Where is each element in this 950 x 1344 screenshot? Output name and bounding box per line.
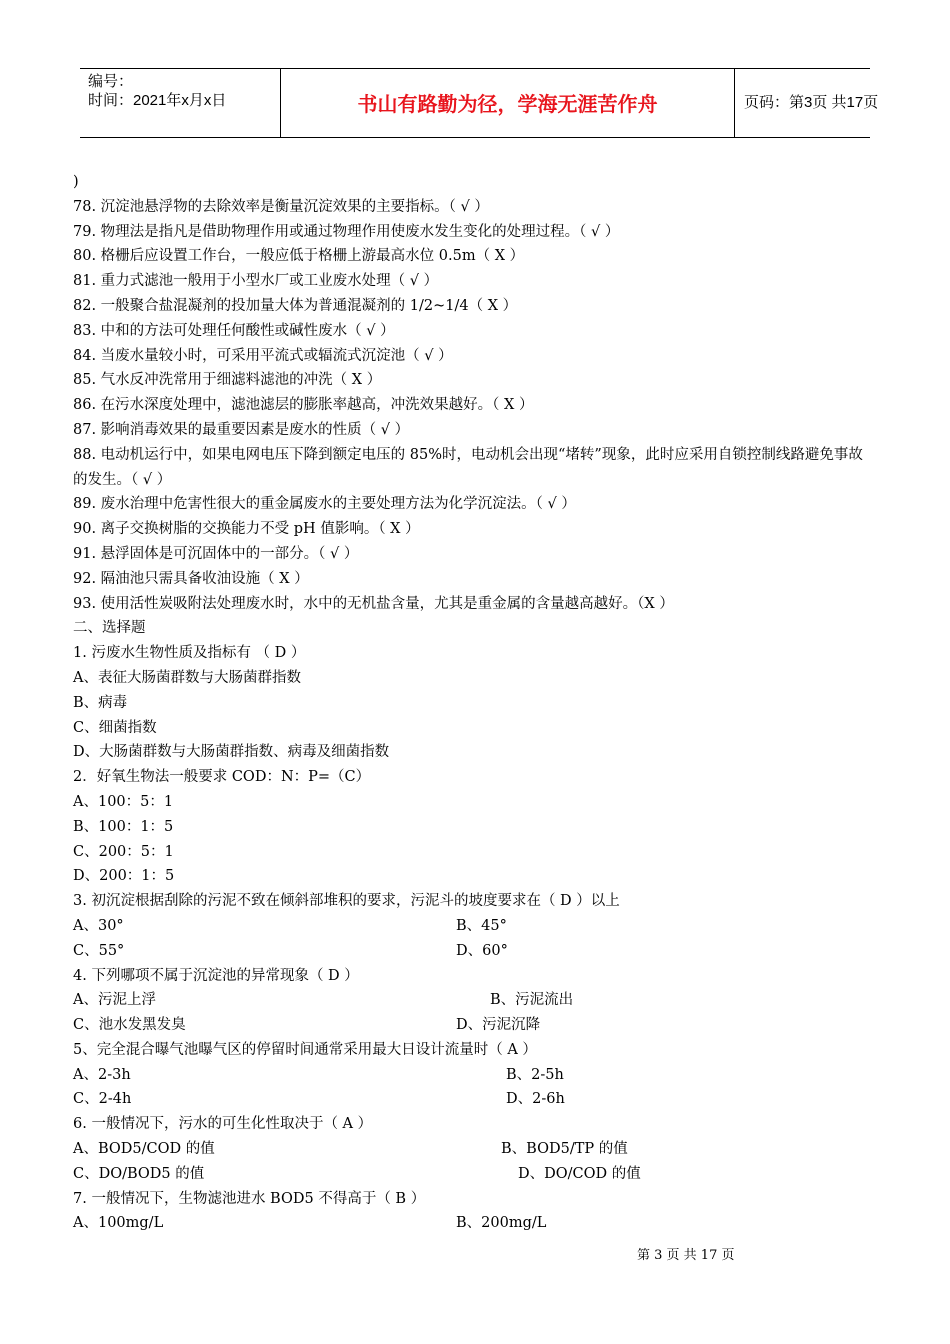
text-line: D、大肠菌群数与大肠菌群指数、病毒及细菌指数: [73, 744, 390, 761]
text-line: ): [73, 174, 79, 190]
text-line: A、表征大肠菌群数与大肠菌群指数: [73, 669, 301, 686]
text-line: A、100：5：1: [73, 793, 174, 810]
text-line: 93. 使用活性炭吸附法处理废水时，水中的无机盐含量，尤其是重金属的含量越高越好。（X ）: [73, 595, 674, 612]
option-row: [73, 1013, 873, 1038]
option-left: A、BOD5/COD 的值: [73, 1141, 215, 1158]
text-line: D、200：1：5: [73, 868, 175, 885]
option-right: D、污泥沉降: [456, 1017, 541, 1034]
text-line: 90. 离子交换树脂的交换能力不受 pH 值影响。（ X ）: [73, 521, 420, 538]
option-row: [73, 988, 873, 1013]
text-line: 88. 电动机运行中，如果电网电压下降到额定电压的 85%时，电动机会出现“堵转”现象，此时应采用自锁控制线路避免事故的发生。（ √ ）: [73, 446, 863, 488]
option-row: [73, 939, 873, 964]
option-right: B、2-5h: [506, 1066, 564, 1083]
text-line: B、病毒: [73, 694, 128, 711]
text-line: 91. 悬浮固体是可沉固体中的一部分。（ √ ）: [73, 545, 359, 562]
option-right: B、BOD5/TP 的值: [501, 1141, 628, 1158]
text-line: 2．好氧生物法一般要求 COD：N：P=（C）: [73, 769, 371, 786]
option-row: [73, 1137, 873, 1162]
option-row: [73, 914, 873, 939]
option-right: B、45°: [456, 917, 507, 934]
option-left: C、2-4h: [73, 1091, 132, 1108]
motto-text: 书山有路勤为径，学海无涯苦作舟: [357, 92, 658, 116]
date-label: 时间：2021年x月x日: [88, 92, 227, 109]
text-line: 80. 格栅后应设置工作台，一般应低于格栅上游最高水位 0.5m（ X ）: [73, 248, 525, 265]
page-header: [80, 68, 879, 138]
page-number-label: 页码：第3页 共17页: [744, 94, 879, 111]
text-line: 1. 污废水生物性质及指标有 （ D ）: [73, 645, 306, 662]
text-line: 81. 重力式滤池一般用于小型水厂或工业废水处理（ √ ）: [73, 273, 439, 290]
text-line: 84. 当废水量较小时，可采用平流式或辐流式沉淀池（ √ ）: [73, 347, 453, 364]
question-line: 4. 下列哪项不属于沉淀池的异常现象（ D ）: [73, 967, 359, 984]
question-line: 5、完全混合曝气池曝气区的停留时间通常采用最大日设计流量时（ A ）: [73, 1041, 537, 1058]
option-row: [73, 1162, 873, 1187]
text-line: 86. 在污水深度处理中，滤池滤层的膨胀率越高，冲洗效果越好。（ X ）: [73, 397, 534, 414]
text-line: 78. 沉淀池悬浮物的去除效率是衡量沉淀效果的主要指标。（ √ ）: [73, 198, 489, 215]
option-left: A、2-3h: [73, 1066, 131, 1083]
option-right: D、DO/COD 的值: [518, 1165, 641, 1182]
option-right: D、60°: [456, 942, 508, 959]
header-motto-cell: [280, 69, 735, 137]
header-page-cell: [734, 69, 879, 137]
option-left: A、30°: [73, 917, 124, 934]
text-line: 3. 初沉淀根据刮除的污泥不致在倾斜部堆积的要求，污泥斗的坡度要求在（ D ）以上: [73, 893, 620, 910]
question-line: 6. 一般情况下，污水的可生化性取决于（ A ）: [73, 1116, 373, 1133]
option-left: C、池水发黑发臭: [73, 1017, 186, 1034]
question-line: 7. 一般情况下，生物滤池进水 BOD5 不得高于（ B ）: [73, 1190, 426, 1207]
text-line: 82. 一般聚合盐混凝剂的投加量大体为普通混凝剂的 1/2~1/4（ X ）: [73, 297, 518, 314]
document-number-label: 编号：: [88, 73, 134, 90]
option-left: C、55°: [73, 942, 125, 959]
option-right: B、200mg/L: [456, 1215, 547, 1232]
option-right: D、2-6h: [506, 1091, 565, 1108]
text-line: 87. 影响消毒效果的最重要因素是废水的性质（ √ ）: [73, 421, 410, 438]
option-left: A、污泥上浮: [73, 992, 156, 1009]
text-line: B、100：1：5: [73, 818, 174, 835]
option-left: C、DO/BOD5 的值: [73, 1165, 205, 1182]
text-line: C、细菌指数: [73, 719, 157, 736]
option-right: B、污泥流出: [490, 992, 574, 1009]
option-row: [73, 1211, 873, 1236]
option-row: [73, 1063, 873, 1088]
text-line: 89. 废水治理中危害性很大的重金属废水的主要处理方法为化学沉淀法。（ √ ）: [73, 496, 576, 513]
option-row: [73, 1087, 873, 1112]
option-left: A、100mg/L: [73, 1215, 164, 1232]
document-body: [73, 170, 873, 1236]
text-line: 83. 中和的方法可处理任何酸性或碱性废水（ √ ）: [73, 322, 395, 339]
text-line: 79. 物理法是指凡是借助物理作用或通过物理作用使废水发生变化的处理过程。（ √ ）: [73, 223, 620, 240]
text-line: 85. 气水反冲洗常用于细滤料滤池的冲洗（ X ）: [73, 372, 382, 389]
page-footer: 第 3 页 共 17 页: [637, 1248, 735, 1263]
text-line: C、200：5：1: [73, 843, 174, 860]
text-line: 92. 隔油池只需具备收油设施（ X ）: [73, 570, 309, 587]
header-meta-cell: [80, 69, 280, 137]
text-line: 二、选择题: [73, 620, 146, 637]
